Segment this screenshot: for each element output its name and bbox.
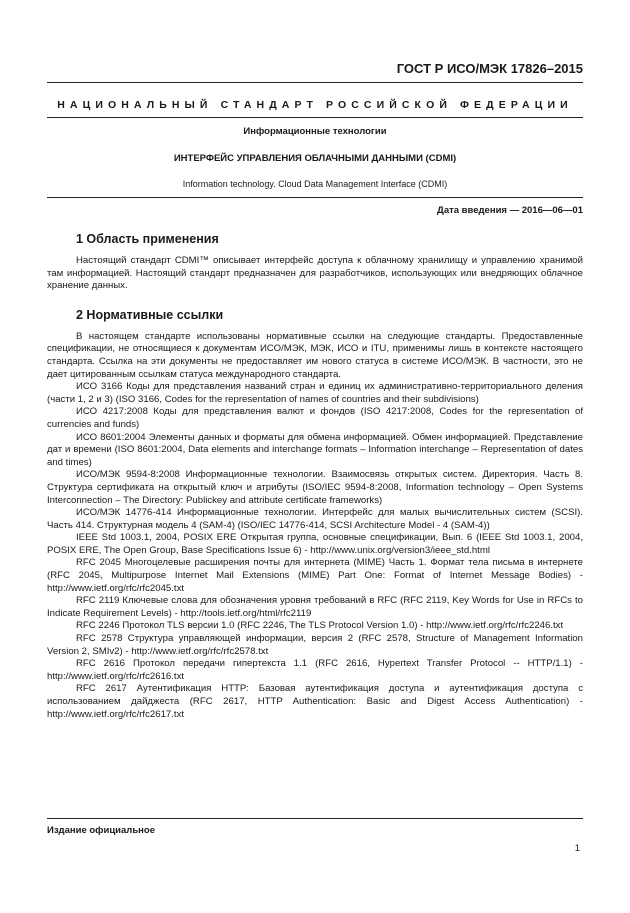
reference-item: ИСО/МЭК 14776-414 Информационные технологии. Интерфейс для малых вычислительных систем (SCSI). Часть 414. Структурная модель 4 (SAM-4) (ISO/IEC 14776-414, SCSI Architecture Model - 4 (SAM-4)) [47, 507, 583, 531]
reference-item: ИСО/МЭК 9594-8:2008 Информационные технологии. Взаимосвязь открытых систем. Директория. Часть 8. Структура сертификата на открытый ключ и атрибуты (ISO/IEC 9594-8:2008, Information technology – Open Systems Interconnection – The Directory: Publickey and attribute certificate frameworks) [47, 469, 583, 506]
reference-item: RFC 2045 Многоцелевые расширения почты для интернета (MIME) Часть 1. Формат тела письма в интернете (RFC 2045, Multipurpose Internet Mail Extensions (MIME) Part One: Format of Internet Message Bodies) - http://www.ietf.org/rfc/rfc2045.txt [47, 557, 583, 594]
paragraph: В настоящем стандарте использованы нормативные ссылки на следующие стандарты. Предоставленные спецификации, не относящиеся к документам ИСО/МЭК, МЭК, ИСО и ITU, применимы лишь в контексте настоящего стандарта. Ссылка на эти документы не предоставляет им нового статуса в системе ИСО/МЭК. В частности, это не дает цитированным ссылкам статуса международного стандарта. [47, 330, 583, 380]
reference-item: RFC 2578 Структура управляющей информации, версия 2 (RFC 2578, Structure of Management Information Version 2, SMIv2) - http://www.ietf.org/rfc/rfc2578.txt [47, 633, 583, 657]
document-title: ИНТЕРФЕЙС УПРАВЛЕНИЯ ОБЛАЧНЫМИ ДАННЫМИ (CDMI) [173, 153, 457, 164]
reference-item: ИСО 8601:2004 Элементы данных и форматы для обмена информацией. Обмен информацией. Представление дат и времени (ISO 8601:2004, Data elements and interchange formats – Information interchange – Representation of dates and times) [47, 431, 583, 468]
national-standard-banner: НАЦИОНАЛЬНЫЙ СТАНДАРТ РОССИЙСКОЙ ФЕДЕРАЦИИ [57, 99, 573, 111]
reference-item: RFC 2617 Аутентификация HTTP: Базовая аутентификация доступа и аутентификация доступа с использованием дайджеста (RFC 2617, HTTP Authentication: Basic and Digest Access Authentication) - http://www.ietf.org/rfc/rfc2617.txt [47, 683, 583, 720]
official-edition-label: Издание официальное [47, 825, 155, 836]
section-heading: 2 Нормативные ссылки [76, 307, 224, 322]
section-heading: 1 Область применения [76, 232, 219, 246]
title-rule [47, 197, 583, 198]
reference-item: ИСО 3166 Коды для представления названий стран и единиц их административно-территориального деления (части 1, 2 и 3) (ISO 3166, Codes for the representation of names of countries and their subdivisions) [47, 381, 583, 405]
reference-item: RFC 2119 Ключевые слова для обозначения уровня требований в RFC (RFC 2119, Key Words for Use in RFCs to Indicate Requirement Levels) - http://tools.ietf.org/html/rfc2119 [47, 595, 583, 619]
paragraph: Настоящий стандарт CDMI™ описывает интерфейс доступа к облачному хранилищу и управлению хранимой там информацией. Настоящий стандарт предназначен для разработчиков, использующих или внедряющих облачное хранение данных. [47, 255, 583, 292]
header-rule-bottom [47, 117, 583, 118]
page-number: 1 [574, 843, 580, 854]
standard-code: ГОСТ Р ИСО/МЭК 17826–2015 [396, 61, 583, 76]
reference-item: ИСО 4217:2008 Коды для представления валют и фондов (ISO 4217:2008, Codes for the representation of currencies and funds) [47, 406, 583, 430]
document-body [47, 228, 583, 721]
reference-item: RFC 2246 Протокол TLS версии 1.0 (RFC 2246, The TLS Protocol Version 1.0) - http://www.ietf.org/rfc/rfc2246.txt [76, 620, 564, 632]
reference-item: RFC 2616 Протокол передачи гипертекста 1.1 (RFC 2616, Hypertext Transfer Protocol -- HTTP/1.1) - http://www.ietf.org/rfc/rfc2616.txt [47, 658, 583, 682]
reference-item: IEEE Std 1003.1, 2004, POSIX ERE Открытая группа, основные спецификации, Вып. 6 (IEEE Std 1003.1, 2004, POSIX ERE, The Open Group, Base Specifications Issue 6) - http://www.unix.org/version3/ieee_std.html [47, 532, 583, 556]
document-title-english: Information technology. Cloud Data Management Interface (CDMI) [182, 179, 448, 189]
footer-rule [47, 818, 583, 819]
header-rule-top [47, 82, 583, 83]
subject-line: Информационные технологии [243, 126, 387, 137]
introduction-date: Дата введения — 2016—06—01 [437, 205, 583, 216]
